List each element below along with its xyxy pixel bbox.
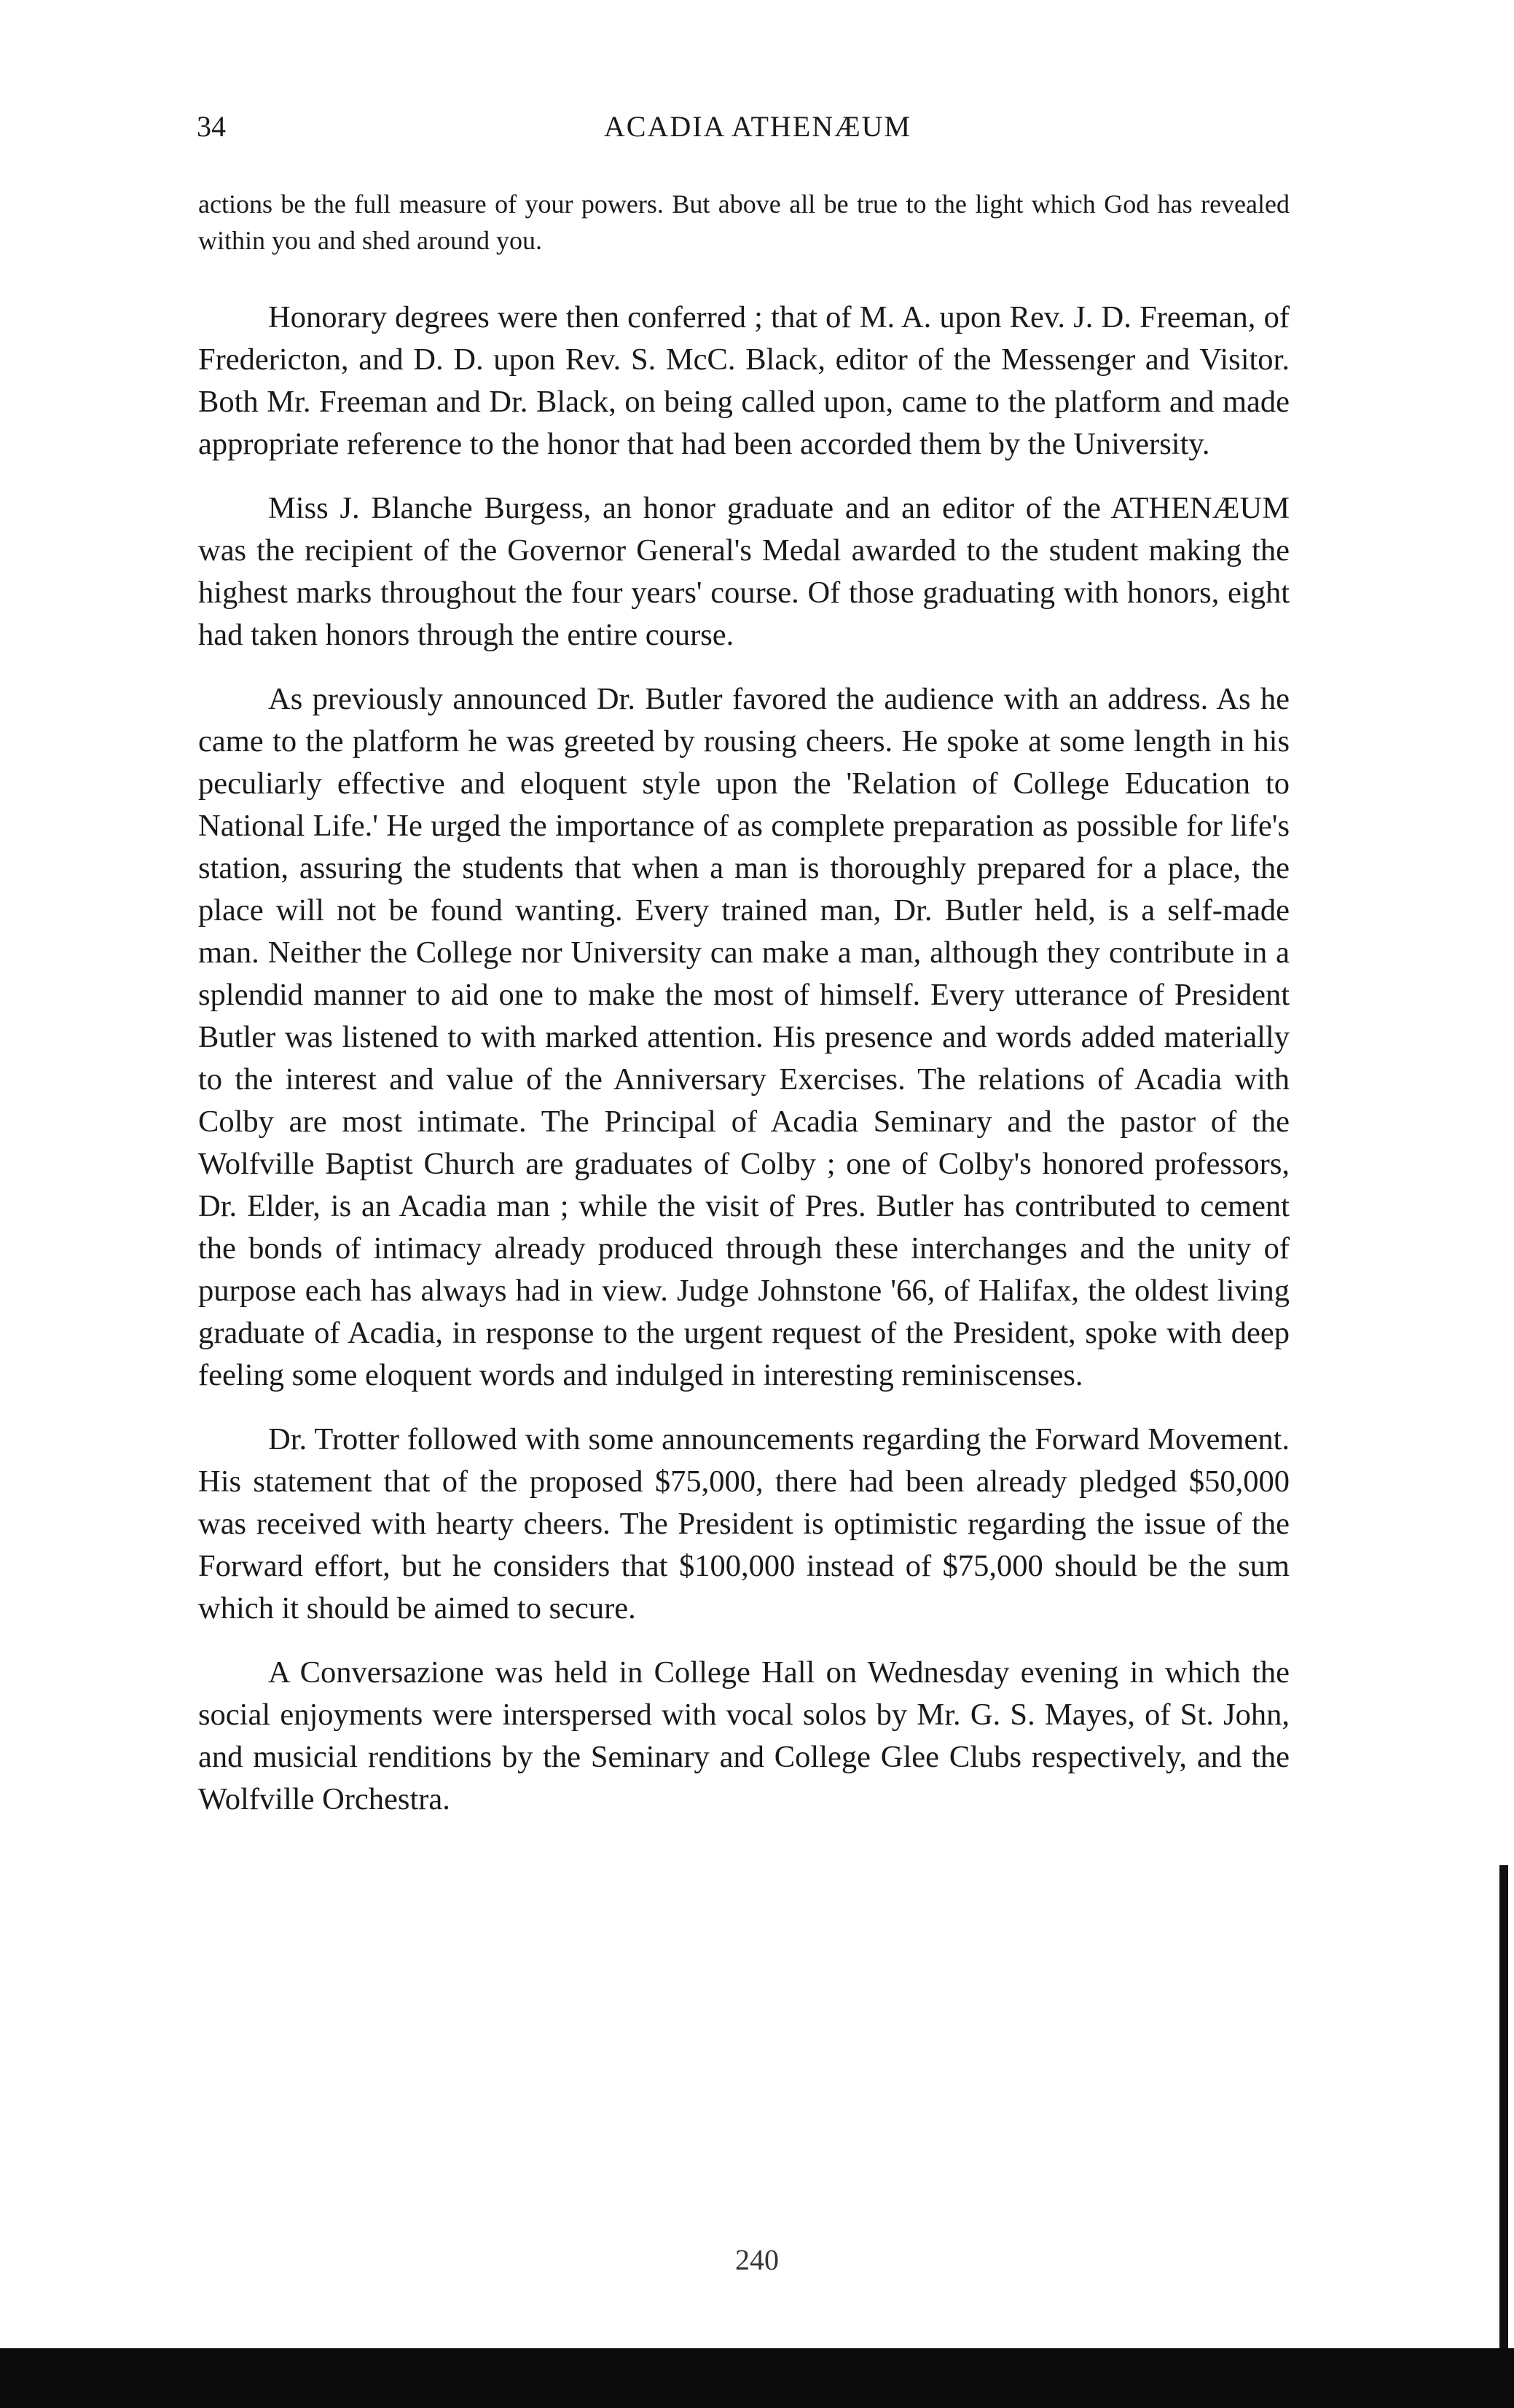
page-header [197,109,1319,153]
scan-bottom-band [0,2348,1514,2408]
sheet-number: 240 [735,2243,779,2276]
scan-edge-shadow [1499,1865,1508,2375]
paragraph-honorary-degrees: Honorary degrees were then conferred ; that of M. A. upon Rev. J. D. Freeman, of Fredericton, and D. D. upon Rev. S. McC. Black, editor of the Messenger and Visitor. Both Mr. Freeman and Dr. Black, on being called upon, came to the platform and made appropriate reference to the honor that had been accorded them by the University. [198,300,1290,461]
paragraph-governor-general-medal: Miss J. Blanche Burgess, an honor graduate and an editor of the ATHENÆUM was the recipient of the Governor General's Medal awarded to the student making the highest marks throughout the four years' course. Of those graduating with honors, eight had taken honors through the entire course. [198,491,1290,652]
paragraph-forward-movement: Dr. Trotter followed with some announcements regarding the Forward Movement. His statement that of the proposed $75,000, there had been already pledged $50,000 was received with hearty cheers. The President is optimistic regarding the issue of the Forward effort, but he considers that $100,000 instead of $75,000 should be the sum which it should be aimed to secure. [198,1422,1290,1625]
paragraph-conversazione: A Conversazione was held in College Hall on Wednesday evening in which the social enjoyments were interspersed with vocal solos by Mr. G. S. Mayes, of St. John, and musicial renditions by the Seminary and College Glee Clubs respectively, and the Wolfville Orchestra. [198,1655,1290,1816]
page-number: 34 [197,110,226,143]
paragraph-butler-address: As previously announced Dr. Butler favored the audience with an address. As he came to the platform he was greeted by rousing cheers. He spoke at some length in his peculiarly effective and eloquent style upon the 'Relation of College Education to National Life.' He urged the importance of as complete preparation as possible for life's station, assuring the students that when a man is thoroughly prepared for a place, the place will not be found wanting. Every trained man, Dr. Butler held, is a self-made man. Neither the College nor University can make a man, although they contribute in a splendid manner to aid one to make the most of himself. Every utterance of President Butler was listened to with marked attention. His presence and words added materially to the interest and value of the Anniversary Exercises. The relations of Acadia with Colby are most intimate. The Principal of Acadia Seminary and the pastor of the Wolfville Baptist Church are graduates of Colby ; one of Colby's honored professors, Dr. Elder, is an Acadia man ; while the visit of Pres. Butler has contributed to cement the bonds of intimacy already produced through these interchanges and the unity of purpose each has always had in view. Judge Johnstone '66, of Halifax, the oldest living graduate of Acadia, in response to the urgent request of the President, spoke with deep feeling some eloquent words and indulged in interesting reminiscenses. [198,682,1290,1392]
article-body [198,186,1290,1843]
journal-title: ACADIA ATHENÆUM [603,110,912,143]
paragraph-continuation: actions be the full measure of your powers. But above all be true to the light which God has revealed within you and shed around you. [198,189,1290,255]
